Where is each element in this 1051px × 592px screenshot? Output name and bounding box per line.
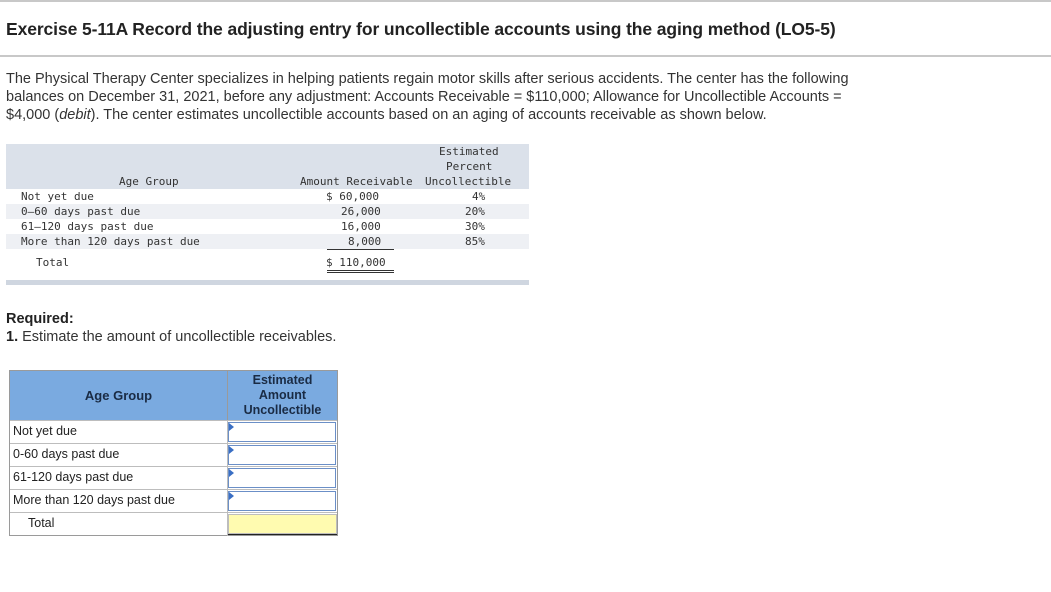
aging-row-group: 61–120 days past due (21, 220, 154, 233)
header-line: Amount (258, 388, 307, 402)
amount-input-0-60-days[interactable] (228, 445, 336, 465)
answer-table (9, 370, 338, 536)
answer-row-label: 0-60 days past due (13, 447, 120, 461)
debit-italic: debit (59, 107, 91, 123)
required-item-number: 1. (6, 329, 19, 345)
exercise-title: Exercise 5-11A Record the adjusting entry for uncollectible accounts using the aging method (LO5-5) (6, 19, 836, 39)
aging-row-amount: 8,000 (348, 235, 382, 248)
header-age-group: Age Group (119, 175, 179, 188)
answer-row-not-yet-due (10, 420, 337, 443)
header-amount-receivable: Amount Receivable (300, 175, 413, 188)
aging-row-amount: 16,000 (341, 220, 381, 233)
title-divider (0, 55, 1051, 57)
answer-row-label: 61-120 days past due (13, 470, 134, 484)
answer-header-age-group: Age Group (84, 388, 153, 403)
answer-total-label: Total (28, 516, 55, 530)
input-indicator-icon (229, 423, 234, 431)
subtotal-rule (327, 249, 394, 250)
description-line-2: balances on December 31, 2021, before any adjustment: Accounts Receivable = $110,000; Allowance for Uncollectible Accounts = (6, 89, 842, 105)
total-amount-cell (228, 514, 337, 534)
header-estimated: Estimated (439, 145, 499, 158)
answer-row-label: More than 120 days past due (13, 493, 175, 507)
aging-table-footer-bar (6, 280, 529, 285)
answer-table-header (10, 371, 337, 420)
total-double-underline-1 (228, 534, 337, 535)
answer-header-estimated-amount (228, 371, 337, 420)
aging-total-label: Total (36, 256, 70, 269)
aging-row-percent: 30% (465, 220, 485, 233)
problem-description (6, 70, 936, 124)
description-line-1: The Physical Therapy Center specializes in helping patients regain motor skills after serious accidents. The center has the following (6, 71, 849, 87)
answer-row-61-120-days (10, 466, 337, 489)
aging-row-percent: 85% (465, 235, 485, 248)
total-double-rule-1 (327, 270, 394, 271)
amount-input-61-120-days[interactable] (228, 468, 336, 488)
answer-row-label: Not yet due (13, 424, 77, 438)
aging-row-group: Not yet due (21, 190, 94, 203)
input-indicator-icon (229, 492, 234, 500)
description-text: $4,000 ( (6, 107, 60, 123)
input-indicator-icon (229, 469, 234, 477)
top-divider (0, 0, 1051, 2)
input-indicator-icon (229, 446, 234, 454)
amount-input-over-120-days[interactable] (228, 491, 336, 511)
header-line: Estimated (252, 373, 313, 387)
aging-row-percent: 20% (465, 205, 485, 218)
description-text: ). The center estimates uncollectible accounts based on an aging of accounts receivable as shown below. (90, 107, 767, 123)
header-uncollectible: Uncollectible (425, 175, 512, 188)
aging-row-amount: $ 60,000 (326, 190, 379, 203)
header-percent: Percent (446, 160, 493, 173)
aging-total-amount: $ 110,000 (326, 256, 386, 269)
amount-input-not-yet-due[interactable] (228, 422, 336, 442)
aging-data-table (6, 144, 529, 286)
aging-row-group: 0–60 days past due (21, 205, 141, 218)
header-line: Uncollectible (243, 403, 322, 417)
description-line-3 (6, 106, 936, 124)
required-heading: Required: (6, 311, 74, 327)
aging-row-amount: 26,000 (341, 205, 381, 218)
aging-row-percent: 4% (472, 190, 486, 203)
answer-row-total (10, 512, 337, 535)
answer-row-0-60-days (10, 443, 337, 466)
total-double-rule-2 (327, 272, 394, 273)
required-section (6, 310, 336, 346)
required-item-text: Estimate the amount of uncollectible receivables. (18, 329, 337, 345)
aging-row-group: More than 120 days past due (21, 235, 200, 248)
answer-row-over-120-days (10, 489, 337, 512)
